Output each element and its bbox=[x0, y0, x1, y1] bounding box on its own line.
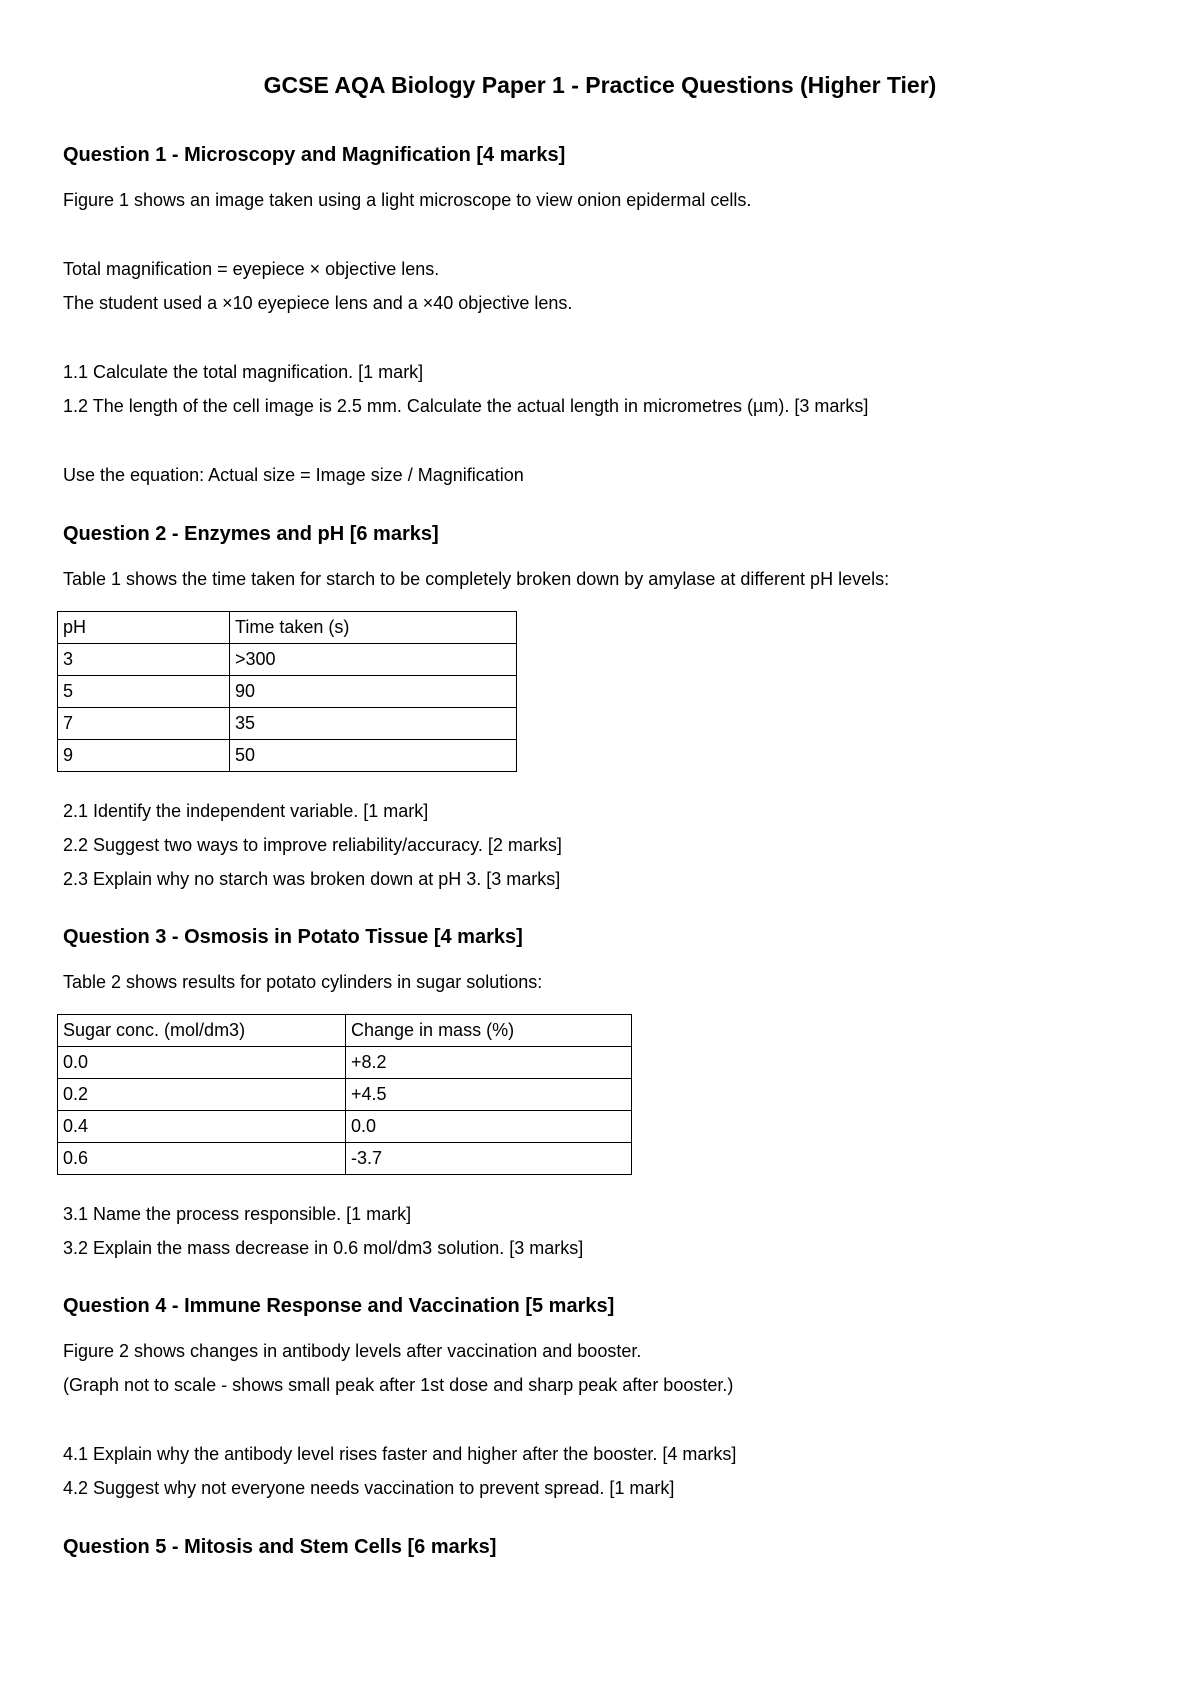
table-cell: 0.6 bbox=[58, 1143, 346, 1175]
table-cell: 0.4 bbox=[58, 1111, 346, 1143]
table-cell: -3.7 bbox=[346, 1143, 632, 1175]
table-cell: >300 bbox=[230, 644, 517, 676]
question-3-heading: Question 3 - Osmosis in Potato Tissue [4 marks] bbox=[63, 926, 523, 948]
table-row bbox=[58, 708, 517, 740]
question-1-part-2: 1.2 The length of the cell image is 2.5 mm. Calculate the actual length in micrometres (µm). [3 marks] bbox=[63, 396, 869, 416]
question-4-part-2: 4.2 Suggest why not everyone needs vaccination to prevent spread. [1 mark] bbox=[63, 1478, 675, 1498]
table-cell: 35 bbox=[230, 708, 517, 740]
question-3-intro: Table 2 shows results for potato cylinders in sugar solutions: bbox=[63, 972, 543, 992]
question-5-heading: Question 5 - Mitosis and Stem Cells [6 marks] bbox=[63, 1536, 497, 1558]
question-2-part-1: 2.1 Identify the independent variable. [1 mark] bbox=[63, 801, 429, 821]
table-cell: 0.2 bbox=[58, 1079, 346, 1111]
table-1 bbox=[57, 611, 517, 772]
question-1-intro: Figure 1 shows an image taken using a light microscope to view onion epidermal cells. bbox=[63, 190, 752, 210]
table-cell: +4.5 bbox=[346, 1079, 632, 1111]
question-1-heading: Question 1 - Microscopy and Magnification [4 marks] bbox=[63, 144, 566, 166]
page-title: GCSE AQA Biology Paper 1 - Practice Questions (Higher Tier) bbox=[263, 72, 937, 98]
table-row bbox=[58, 1079, 632, 1111]
question-4-heading: Question 4 - Immune Response and Vaccination [5 marks] bbox=[63, 1295, 615, 1317]
table-cell: 90 bbox=[230, 676, 517, 708]
question-2-intro: Table 1 shows the time taken for starch to be completely broken down by amylase at different pH levels: bbox=[63, 569, 890, 589]
table-row bbox=[58, 1143, 632, 1175]
question-1-part-1: 1.1 Calculate the total magnification. [1 mark] bbox=[63, 362, 424, 382]
table-row bbox=[58, 1111, 632, 1143]
table-header-row bbox=[58, 1015, 632, 1047]
question-4-intro: Figure 2 shows changes in antibody levels after vaccination and booster. bbox=[63, 1341, 642, 1361]
question-1-formula: Total magnification = eyepiece × objective lens. bbox=[63, 259, 440, 279]
question-4-note: (Graph not to scale - shows small peak after 1st dose and sharp peak after booster.) bbox=[63, 1375, 734, 1395]
question-2-part-2: 2.2 Suggest two ways to improve reliability/accuracy. [2 marks] bbox=[63, 835, 562, 855]
table-cell: 0.0 bbox=[346, 1111, 632, 1143]
question-1-lenses: The student used a ×10 eyepiece lens and a ×40 objective lens. bbox=[63, 293, 573, 313]
table-cell: 50 bbox=[230, 740, 517, 772]
table-2 bbox=[57, 1014, 632, 1175]
table-row bbox=[58, 676, 517, 708]
table-header-cell: pH bbox=[58, 612, 230, 644]
table-row bbox=[58, 644, 517, 676]
table-header-cell: Time taken (s) bbox=[230, 612, 517, 644]
table-cell: +8.2 bbox=[346, 1047, 632, 1079]
table-cell: 5 bbox=[58, 676, 230, 708]
table-header-cell: Sugar conc. (mol/dm3) bbox=[58, 1015, 346, 1047]
table-header-cell: Change in mass (%) bbox=[346, 1015, 632, 1047]
question-3-part-1: 3.1 Name the process responsible. [1 mark] bbox=[63, 1204, 412, 1224]
question-2-heading: Question 2 - Enzymes and pH [6 marks] bbox=[63, 523, 439, 545]
table-cell: 9 bbox=[58, 740, 230, 772]
question-3-part-2: 3.2 Explain the mass decrease in 0.6 mol/dm3 solution. [3 marks] bbox=[63, 1238, 584, 1258]
question-1-equation: Use the equation: Actual size = Image size / Magnification bbox=[63, 465, 524, 485]
table-cell: 0.0 bbox=[58, 1047, 346, 1079]
table-cell: 7 bbox=[58, 708, 230, 740]
question-2-part-3: 2.3 Explain why no starch was broken down at pH 3. [3 marks] bbox=[63, 869, 561, 889]
table-row bbox=[58, 740, 517, 772]
question-4-part-1: 4.1 Explain why the antibody level rises faster and higher after the booster. [4 marks] bbox=[63, 1444, 737, 1464]
table-header-row bbox=[58, 612, 517, 644]
table-cell: 3 bbox=[58, 644, 230, 676]
table-row bbox=[58, 1047, 632, 1079]
